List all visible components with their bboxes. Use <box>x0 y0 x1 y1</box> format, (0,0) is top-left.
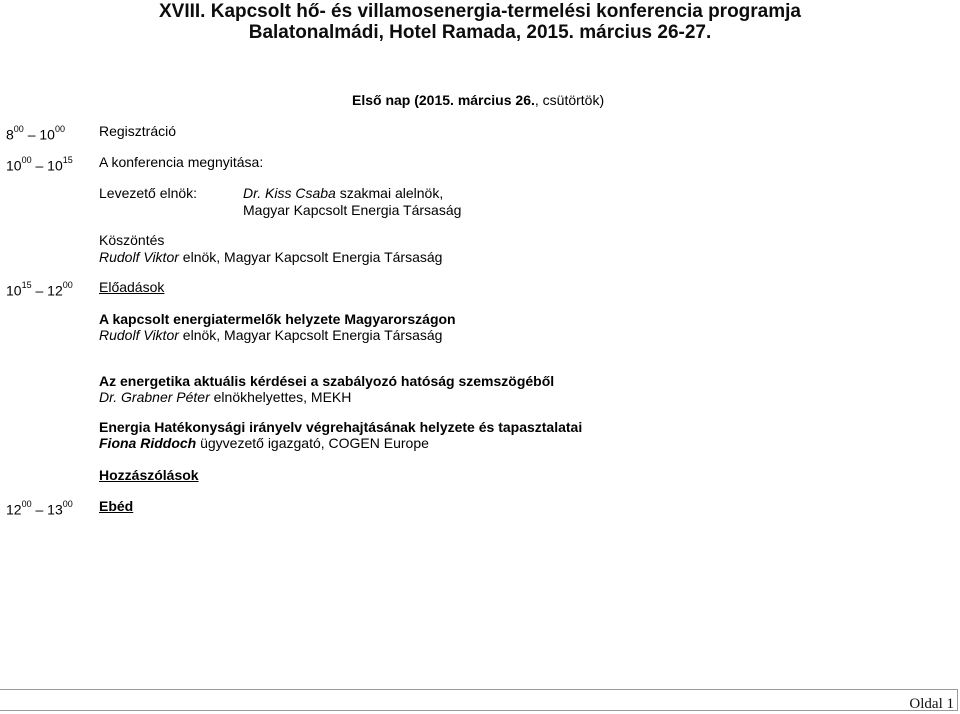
slot-3-title: Előadások <box>99 279 165 295</box>
talk-3-speaker: Fiona Riddoch <box>99 435 197 451</box>
talk-1-speaker-line <box>99 327 442 343</box>
talk-2-speaker: Dr. Grabner Péter <box>99 389 210 405</box>
footer-frame <box>0 689 958 711</box>
slot-2-title: A konferencia megnyitása: <box>99 154 264 170</box>
start-minute: 00 <box>13 124 24 134</box>
talk-1-role: elnök, Magyar Kapcsolt Energia Társaság <box>178 327 443 343</box>
day-label-date: Első nap (2015. március 26. <box>352 92 535 108</box>
discussion-title: Hozzászólások <box>99 467 199 483</box>
end-hour: 10 <box>39 126 55 143</box>
start-hour: 10 <box>6 157 22 174</box>
time-slot-2: $10^{00} - 10^{15}$ <box>6 155 73 174</box>
talk-2-role: elnökhelyettes, MEKH <box>209 389 352 405</box>
start-hour: 10 <box>6 282 22 299</box>
end-hour: 13 <box>47 501 63 518</box>
chair-name: Dr. Kiss Csaba <box>243 185 336 201</box>
talk-1-title: A kapcsolt energiatermelők helyzete Magyarországon <box>99 311 456 327</box>
slot-4-title: Ebéd <box>99 498 134 514</box>
chair-org: Magyar Kapcsolt Energia Társaság <box>243 202 462 218</box>
start-hour: 12 <box>6 501 22 518</box>
talk-3-speaker-line <box>99 435 429 451</box>
end-hour: 10 <box>47 157 63 174</box>
day-label-weekday: , csütörtök) <box>534 92 605 108</box>
time-slot-4: $12^{00} - 13^{00}$ <box>6 499 73 518</box>
start-minute: 15 <box>21 280 32 290</box>
end-minute: 00 <box>62 280 73 290</box>
start-hour: 8 <box>6 126 14 143</box>
chair-line <box>243 185 443 201</box>
chair-role: szakmai alelnök, <box>335 185 444 201</box>
talk-2-speaker-line <box>99 389 351 405</box>
slot-1-title: Regisztráció <box>99 123 177 139</box>
day-label <box>352 92 604 108</box>
talk-1-speaker: Rudolf Viktor <box>99 327 179 343</box>
greeting-speaker-line <box>99 249 442 265</box>
end-minute: 00 <box>54 124 65 134</box>
talk-3-role: ügyvezető igazgató, COGEN Europe <box>196 435 429 451</box>
greeting-speaker: Rudolf Viktor <box>99 249 179 265</box>
end-minute: 15 <box>62 155 73 165</box>
chair-label: Levezető elnök: <box>99 185 198 201</box>
document-subtitle: Balatonalmádi, Hotel Ramada, 2015. március 26-27. <box>248 22 712 43</box>
document-title: XVIII. Kapcsolt hő- és villamosenergia-termelési konferencia programja <box>158 1 801 22</box>
talk-2-title: Az energetika aktuális kérdései a szabályozó hatóság szemszögéből <box>99 373 555 389</box>
end-hour: 12 <box>47 282 63 299</box>
greeting-title: Köszöntés <box>99 232 165 248</box>
greeting-role: elnök, Magyar Kapcsolt Energia Társaság <box>178 249 443 265</box>
start-minute: 00 <box>21 155 32 165</box>
start-minute: 00 <box>21 499 32 509</box>
talk-3-title: Energia Hatékonysági irányelv végrehajtásának helyzete és tapasztalatai <box>99 419 583 435</box>
time-slot-3: $10^{15} - 12^{00}$ <box>6 280 73 299</box>
end-minute: 00 <box>62 499 73 509</box>
time-slot-1: $8^{00} - 10^{00}$ <box>6 124 65 143</box>
page-number: Oldal 1 <box>909 696 954 712</box>
